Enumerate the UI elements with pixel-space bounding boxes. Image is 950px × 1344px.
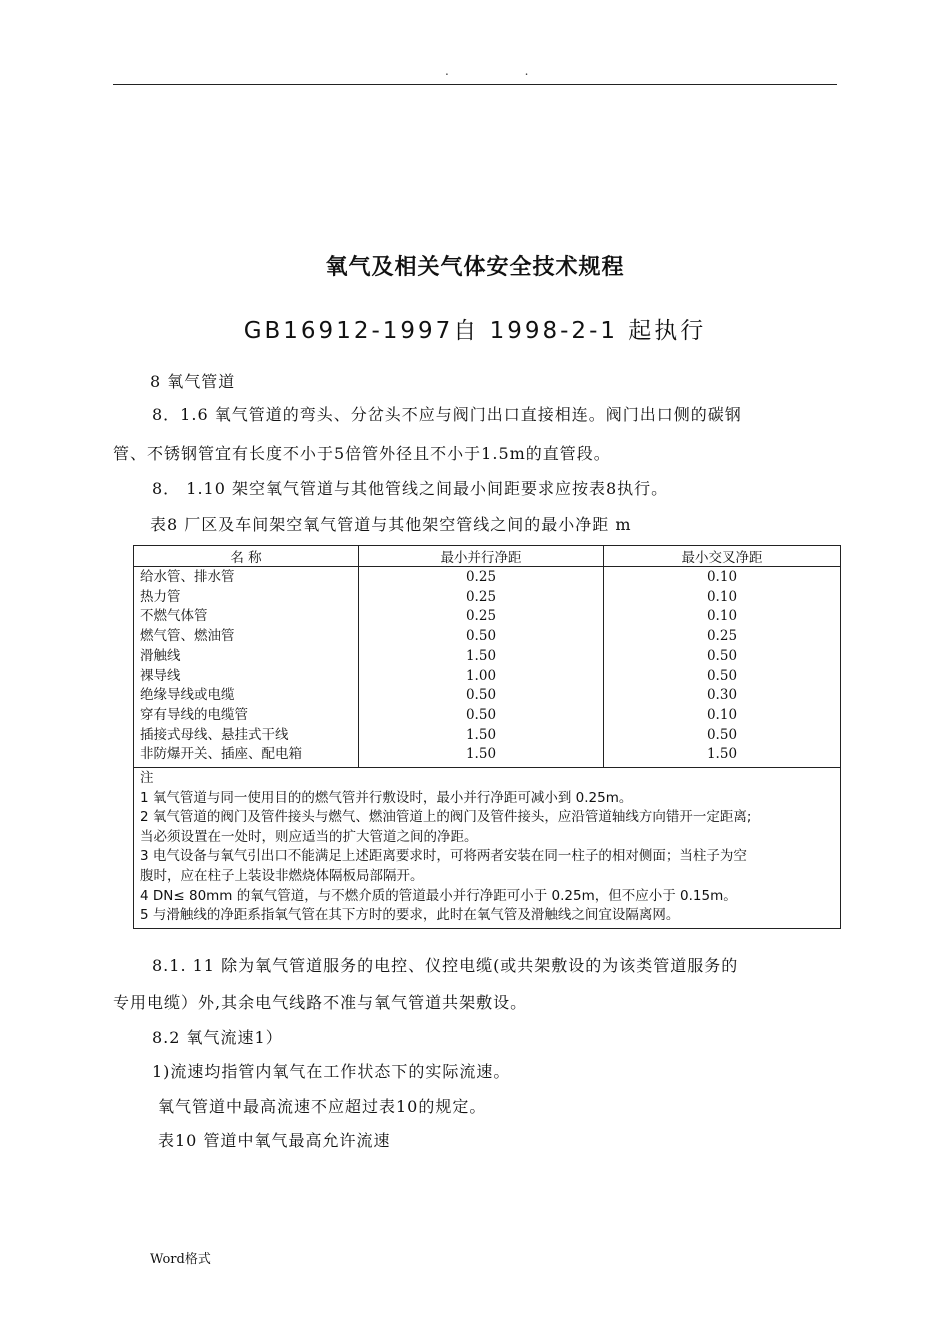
table-cell: 0.10 [706,706,738,723]
table-cell: 0.25 [706,628,738,645]
table-cell: 裸导线 [140,667,181,684]
table-cell: 给水管、排水管 [140,569,235,585]
table-cell: 1.50 [465,647,497,664]
col-header-cross: 最小交叉净距 [604,546,841,567]
table-cell: 0.50 [465,628,497,645]
table-cell: 0.25 [465,569,497,585]
table-cell: 0.50 [706,667,738,684]
footer-label: Word格式 [150,1252,211,1267]
header-dots: . . [445,64,565,78]
table-cell: 热力管 [140,588,181,605]
table-cell: 0.50 [465,706,497,723]
parallel-cell [359,567,604,768]
table8-body-row [134,567,841,768]
table-cell: 0.50 [706,726,738,743]
table10-caption: 表10 管道中氧气最高允许流速 [158,1131,391,1150]
table-cell: 滑触线 [140,647,181,664]
notes-cell [134,768,841,929]
col-header-parallel: 最小并行净距 [359,546,604,567]
col-header-name: 名 称 [134,546,359,567]
table-cell: 非防爆开关、插座、配电箱 [140,746,302,763]
paragraph-8-1-11-line1: 8.1. 11 除为氧气管道服务的电控、仪控电缆(或共架敷设的为该类管道服务的 [152,956,739,975]
paragraph-8-1-6-line2: 管、不锈钢管宜有长度不小于5倍管外径且不小于1.5m的直管段。 [113,444,611,463]
note-line: 腹时，应在柱子上装设非燃烧体隔板局部隔开。 [140,868,424,884]
page-title: 氧气及相关气体安全技术规程 [325,254,625,280]
table-cell: 1.50 [706,746,738,763]
section-heading: 8 氧气管道 [150,372,236,391]
standard-line: GB16912-1997自 1998-2-1 起执行 [243,318,707,344]
table-cell: 1.50 [465,726,497,743]
table-cell: 1.50 [465,746,497,763]
table-cell: 0.10 [706,588,738,605]
table8-header-row [134,546,841,567]
table-cell: 插接式母线、悬挂式干线 [140,726,289,743]
table-cell: 0.30 [706,687,738,704]
table-cell: 0.50 [465,687,497,704]
table-cell: 0.10 [706,608,738,625]
paragraph-8-1-11-line2: 专用电缆）外,其余电气线路不准与氧气管道共架敷设。 [113,993,528,1012]
table-cell: 0.25 [465,588,497,605]
cross-cell [604,567,841,768]
header-rule [113,84,837,85]
table-cell: 绝缘导线或电缆 [140,687,235,704]
table8-notes-row [134,768,841,929]
note-line: 当必须设置在一处时，则应适当的扩大管道之间的净距。 [140,828,478,845]
table-cell: 不燃气体管 [140,608,208,625]
note-line: 4 DN≤ 80mm 的氧气管道，与不燃介质的管道最小并行净距可小于 0.25m，但不应小于 0.15m。 [140,887,737,904]
names-cell [134,567,359,768]
table-cell: 0.25 [465,608,497,625]
table8 [133,545,841,929]
table-cell: 0.50 [706,647,738,664]
table-cell: 0.10 [706,569,738,585]
table-cell: 1.00 [465,667,497,684]
section-8-2-heading: 8.2 氧气流速1） [152,1028,283,1047]
paragraph-max-speed: 氧气管道中最高流速不应超过表10的规定。 [158,1097,487,1116]
table-cell: 燃气管、燃油管 [140,628,235,645]
footnote-flow-speed: 1)流速均指管内氧气在工作状态下的实际流速。 [152,1062,511,1081]
paragraph-8-1-10: 8． 1.10 架空氧气管道与其他管线之间最小间距要求应按表8执行。 [152,479,669,498]
note-line: 5 与滑触线的净距系指氧气管在其下方时的要求，此时在氧气管及滑触线之间宜设隔离网。 [140,907,680,924]
paragraph-8-1-6-line1: 8．1.6 氧气管道的弯头、分岔头不应与阀门出口直接相连。阀门出口侧的碳钢 [152,405,742,424]
note-line: 注 [140,770,154,787]
note-line: 2 氧气管道的阀门及管件接头与燃气、燃油管道上的阀门及管件接头，应沿管道轴线方向错开一定距离; [140,809,752,826]
note-line: 3 电气设备与氧气引出口不能满足上述距离要求时，可将两者安装在同一柱子的相对侧面；当柱子为空 [140,848,747,865]
table-cell: 穿有导线的电缆管 [140,706,248,723]
table8-caption: 表8 厂区及车间架空氧气管道与其他架空管线之间的最小净距 m [150,515,632,534]
note-line: 1 氧气管道与同一使用目的的燃气管并行敷设时，最小并行净距可减小到 0.25m。 [140,789,633,806]
